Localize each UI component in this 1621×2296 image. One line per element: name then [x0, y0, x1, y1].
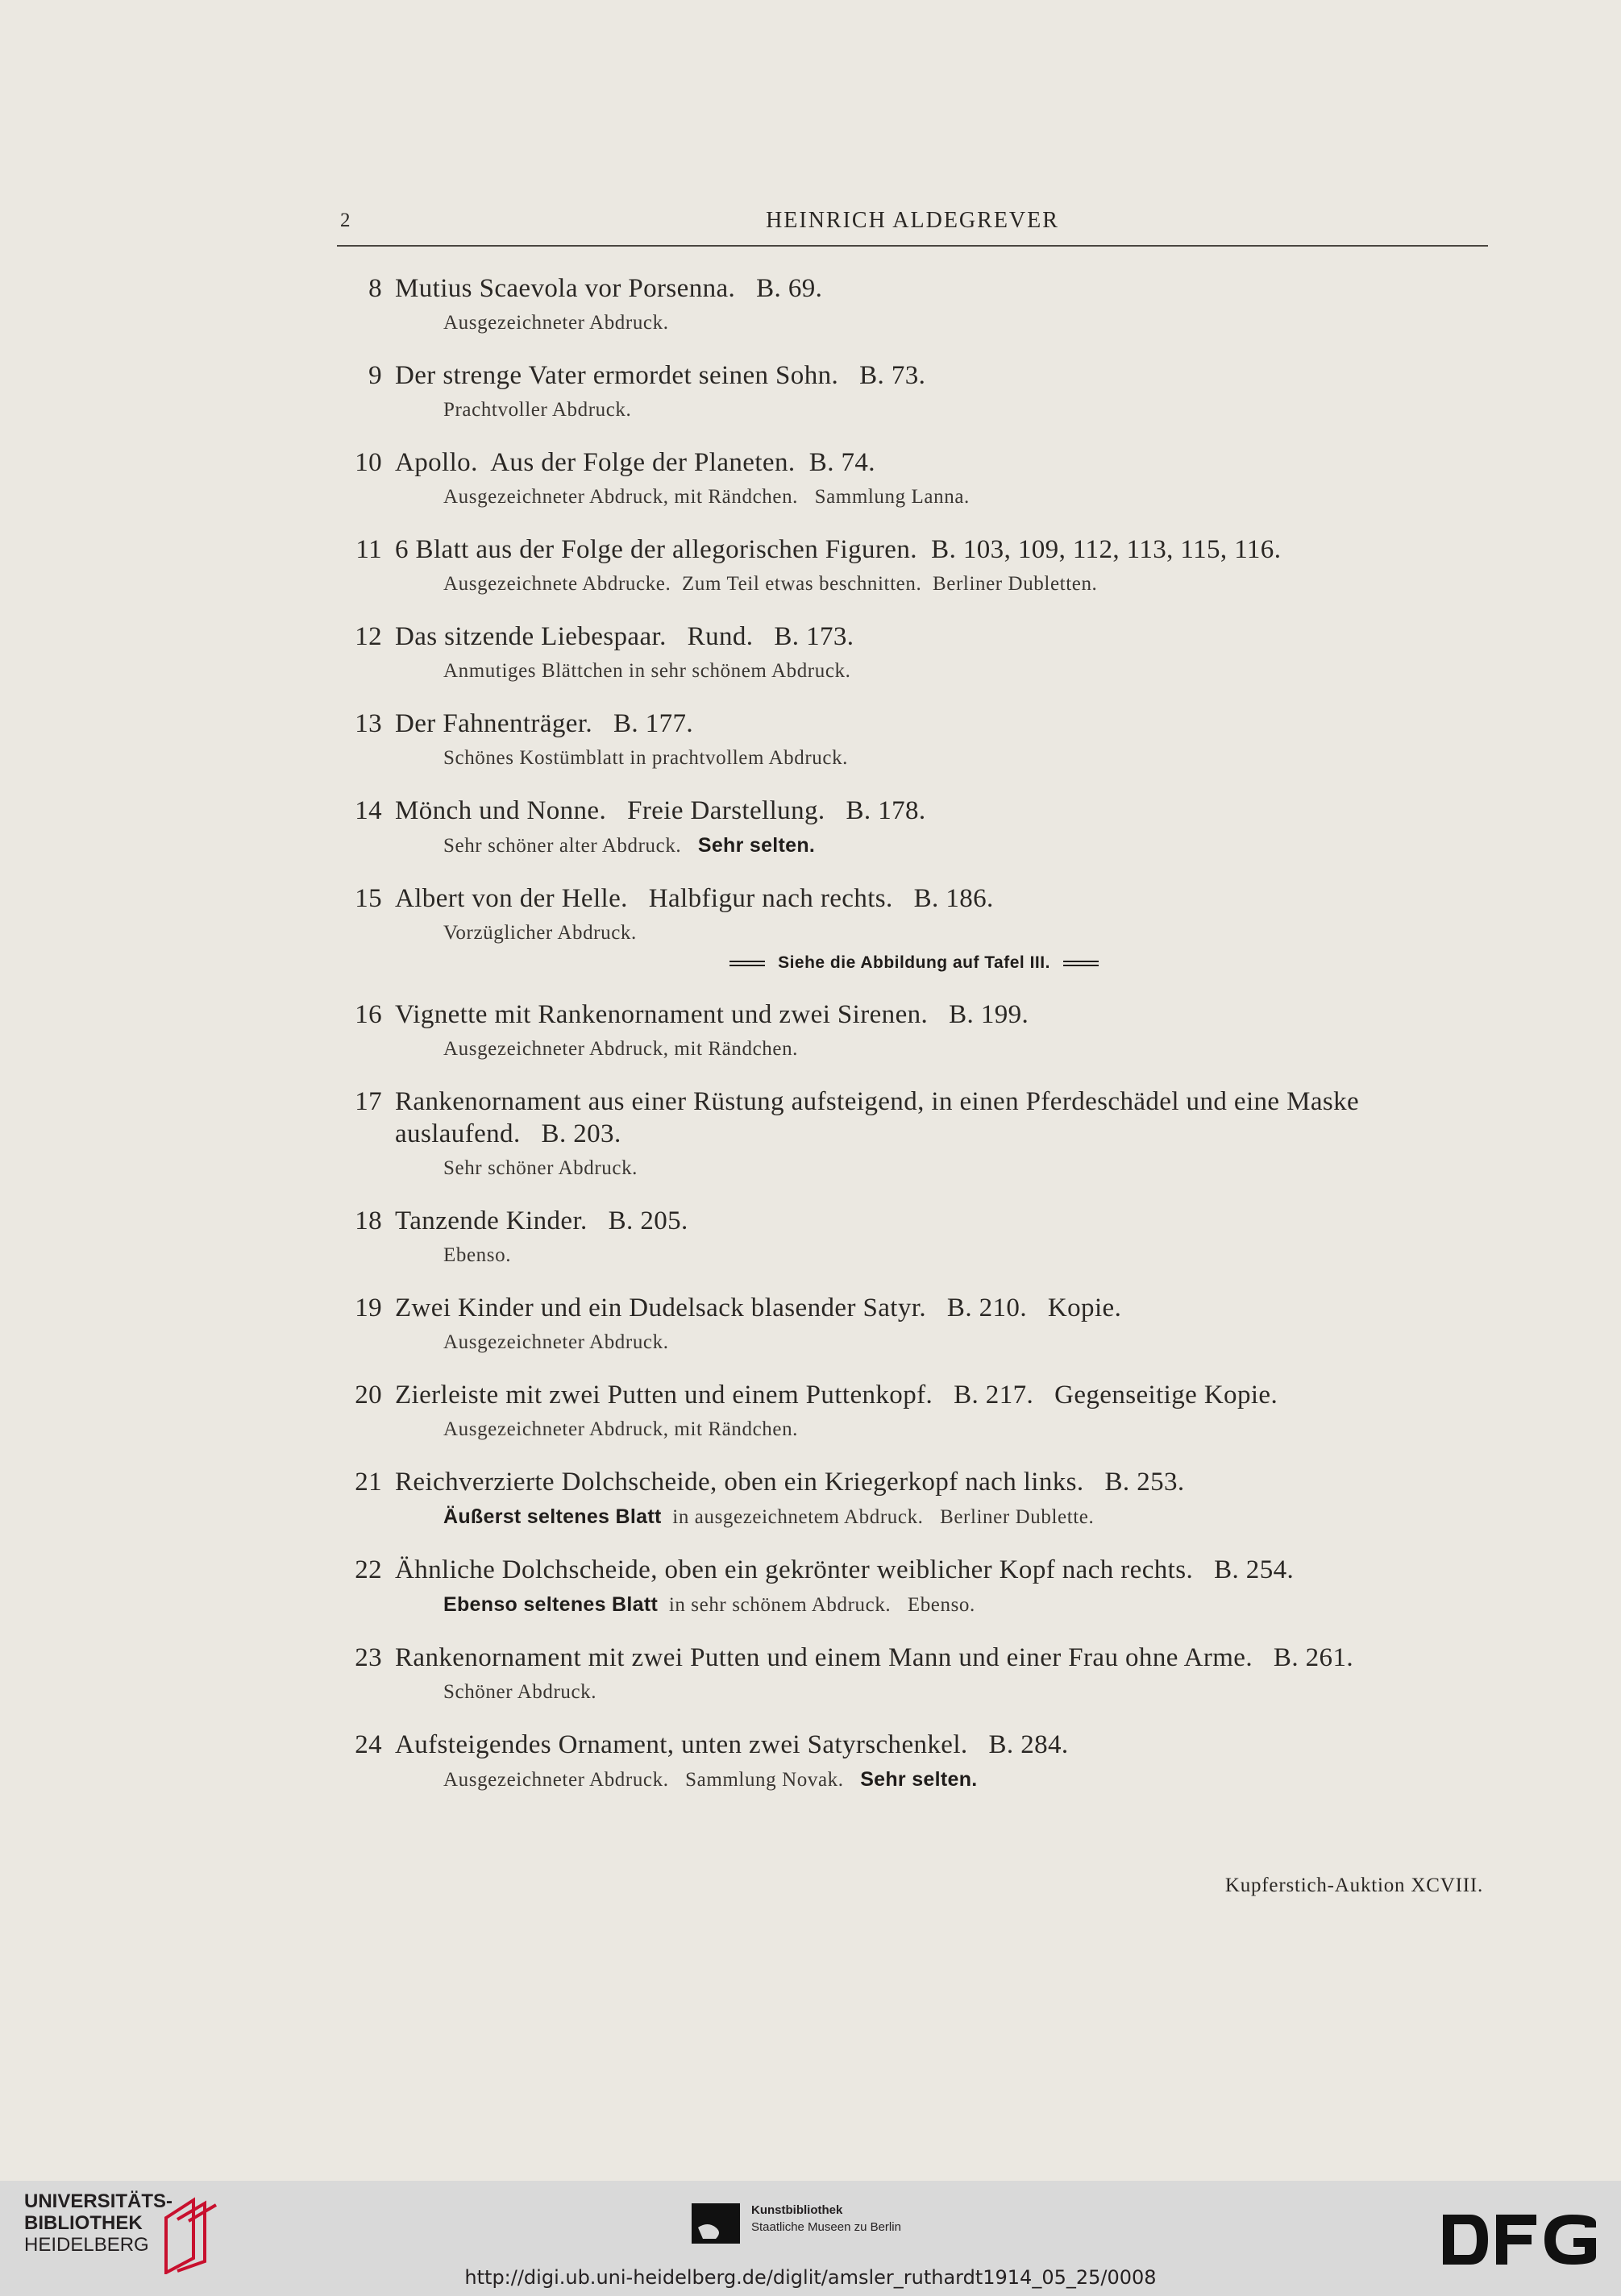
entry-number: 8	[368, 274, 382, 303]
entry-note	[337, 1243, 1491, 1268]
catalog-entries	[337, 272, 1491, 1816]
entry-note	[337, 398, 1491, 422]
page-url[interactable]: http://digi.ub.uni-heidelberg.de/diglit/amsler_ruthardt1914_05_25/0008	[464, 2266, 1157, 2289]
entry-title-text: Rankenornament aus einer Rüstung aufsteigend, in einen Pferdeschädel und eine Maske auslaufend. B. 203.	[395, 1087, 1366, 1148]
library-line-1: UNIVERSITÄTS-	[24, 2190, 173, 2212]
entry-title	[337, 882, 1491, 915]
entry-note-text: Anmutiges Blättchen in sehr schönem Abdruck.	[443, 660, 851, 682]
entry-note	[337, 1680, 1491, 1704]
entry-note-text: Ausgezeichneter Abdruck, mit Rändchen.	[443, 1038, 799, 1060]
dfg-logo[interactable]	[1443, 2215, 1596, 2265]
entry-title-text: Aufsteigendes Ornament, unten zwei Satyrschenkel. B. 284.	[395, 1730, 1069, 1759]
entry-note-text: Ausgezeichneter Abdruck.	[443, 312, 669, 334]
illustration-reference-text: Siehe die Abbildung auf Tafel III.	[778, 953, 1050, 972]
entry-number: 18	[355, 1206, 382, 1235]
entry-title-text: Der strenge Vater ermordet seinen Sohn. B. 73.	[395, 361, 926, 390]
entry-number: 14	[355, 796, 382, 825]
entry-note	[337, 1156, 1491, 1181]
entry-note-text: Schöner Abdruck.	[443, 1681, 597, 1703]
entry-title	[337, 1729, 1491, 1761]
entry-note	[337, 1418, 1491, 1442]
entry-note	[337, 572, 1491, 596]
entry-title-text: 6 Blatt aus der Folge der allegorischen Figuren. B. 103, 109, 112, 113, 115, 116.	[395, 535, 1282, 564]
catalog-entry	[337, 795, 1491, 858]
entry-title	[337, 1379, 1491, 1411]
catalog-entry	[337, 708, 1491, 770]
entry-title-text: Das sitzende Liebespaar. Rund. B. 173.	[395, 622, 854, 651]
entry-number: 19	[355, 1293, 382, 1322]
entry-title	[337, 1466, 1491, 1498]
entry-title-text: Der Fahnenträger. B. 177.	[395, 709, 694, 738]
entry-note	[337, 311, 1491, 335]
catalog-entry	[337, 1292, 1491, 1355]
entry-number: 20	[355, 1381, 382, 1410]
catalog-entry	[337, 1729, 1491, 1792]
entry-title-text: Mönch und Nonne. Freie Darstellung. B. 178.	[395, 796, 926, 825]
rarity-note: Sehr selten.	[860, 1768, 978, 1791]
kunstbibliothek-icon	[692, 2203, 740, 2244]
entry-title	[337, 1205, 1491, 1237]
running-title: HEINRICH ALDEGREVER	[766, 208, 1059, 233]
kb-sub: Staatliche Museen zu Berlin	[751, 2220, 901, 2234]
catalog-entry	[337, 446, 1491, 509]
catalog-entry	[337, 621, 1491, 683]
entry-title-text: Vignette mit Rankenornament und zwei Sirenen. B. 199.	[395, 1000, 1029, 1029]
entry-note-text: Ausgezeichneter Abdruck, mit Rändchen.	[443, 1418, 799, 1440]
double-rule	[1063, 961, 1099, 966]
page-number: 2	[340, 210, 351, 231]
entry-number: 12	[355, 622, 382, 651]
catalog-entry	[337, 882, 1491, 974]
entry-note-text: Ausgezeichnete Abdrucke. Zum Teil etwas beschnitten. Berliner Dubletten.	[443, 573, 1098, 595]
library-line-3: HEIDELBERG	[24, 2234, 149, 2256]
catalog-entry	[337, 534, 1491, 596]
ub-heidelberg-logo-icon[interactable]	[161, 2194, 226, 2274]
entry-note	[337, 833, 1491, 858]
entry-title	[337, 1086, 1491, 1150]
entry-title	[337, 795, 1491, 827]
kb-name: Kunstbibliothek	[751, 2203, 843, 2217]
double-rule	[729, 961, 765, 966]
entry-note-text: Schönes Kostümblatt in prachtvollem Abdruck.	[443, 747, 849, 769]
entry-title-text: Ähnliche Dolchscheide, oben ein gekrönter weiblicher Kopf nach rechts. B. 254.	[395, 1555, 1295, 1584]
entry-title	[337, 359, 1491, 392]
entry-note	[337, 1037, 1491, 1061]
entry-number: 17	[355, 1087, 382, 1116]
entry-title	[337, 999, 1491, 1031]
entry-title-text: Mutius Scaevola vor Porsenna. B. 69.	[395, 274, 823, 303]
entry-number: 24	[355, 1730, 382, 1759]
catalog-entry	[337, 999, 1491, 1061]
page-header	[337, 205, 1488, 247]
entry-title-text: Zwei Kinder und ein Dudelsack blasender Satyr. B. 210. Kopie.	[395, 1293, 1122, 1322]
entry-title-text: Reichverzierte Dolchscheide, oben ein Kriegerkopf nach links. B. 253.	[395, 1468, 1185, 1497]
catalog-entry	[337, 1205, 1491, 1268]
catalog-entry	[337, 272, 1491, 335]
entry-note	[337, 485, 1491, 509]
entry-note	[337, 921, 1491, 945]
auction-label: Kupferstich-Auktion XCVIII.	[1224, 1875, 1483, 1896]
entry-title	[337, 272, 1491, 305]
entry-note-text: in ausgezeichnetem Abdruck. Berliner Dublette.	[672, 1506, 1095, 1528]
entry-note	[337, 1331, 1491, 1355]
entry-note-text: Ausgezeichneter Abdruck, mit Rändchen. Sammlung Lanna.	[443, 486, 970, 508]
entry-title	[337, 708, 1491, 740]
entry-title-text: Rankenornament mit zwei Putten und einem Mann und einer Frau ohne Arme. B. 261.	[395, 1643, 1353, 1672]
entry-number: 15	[355, 884, 382, 913]
illustration-reference	[337, 952, 1491, 974]
entry-title	[337, 1554, 1491, 1586]
catalog-entry	[337, 1086, 1491, 1181]
entry-note	[337, 659, 1491, 683]
catalog-entry	[337, 1642, 1491, 1704]
entry-number: 16	[355, 1000, 382, 1029]
entry-title-text: Apollo. Aus der Folge der Planeten. B. 74.	[395, 448, 875, 477]
entry-note-text: Ausgezeichneter Abdruck. Sammlung Novak.	[443, 1769, 844, 1791]
entry-title-text: Zierleiste mit zwei Putten und einem Puttenkopf. B. 217. Gegenseitige Kopie.	[395, 1381, 1278, 1410]
catalog-entry	[337, 1554, 1491, 1617]
entry-number: 11	[355, 535, 382, 564]
catalog-entry	[337, 1466, 1491, 1530]
entry-number: 10	[355, 448, 382, 477]
catalog-entry	[337, 1379, 1491, 1442]
entry-title	[337, 1292, 1491, 1324]
rarity-note: Sehr selten.	[697, 834, 816, 857]
entry-note	[337, 1505, 1491, 1530]
entry-note-text: Vorzüglicher Abdruck.	[443, 922, 637, 944]
rarity-note: Äußerst seltenes Blatt	[443, 1505, 662, 1528]
entry-note-text: Ebenso.	[443, 1244, 512, 1266]
catalog-entry	[337, 359, 1491, 422]
rarity-note: Ebenso seltenes Blatt	[443, 1593, 659, 1616]
entry-number: 13	[355, 709, 382, 738]
entry-number: 22	[355, 1555, 382, 1584]
entry-title	[337, 1642, 1491, 1674]
entry-note-text: Sehr schöner alter Abdruck.	[443, 835, 682, 857]
ub-heidelberg-logo-text[interactable]	[24, 2190, 172, 2256]
library-line-2: BIBLIOTHEK	[24, 2212, 143, 2234]
entry-note-text: Sehr schöner Abdruck.	[443, 1157, 638, 1179]
entry-title	[337, 534, 1491, 566]
entry-note-text: Prachtvoller Abdruck.	[443, 399, 632, 421]
entry-note	[337, 1767, 1491, 1792]
entry-title	[337, 621, 1491, 653]
kunstbibliothek-text	[751, 2202, 901, 2236]
entry-title	[337, 446, 1491, 479]
entry-number: 21	[355, 1468, 382, 1497]
entry-number: 23	[355, 1643, 382, 1672]
entry-number: 9	[368, 361, 382, 390]
kunstbibliothek-logo[interactable]	[692, 2198, 917, 2244]
viewer-footer	[0, 2181, 1621, 2296]
entry-note	[337, 746, 1491, 770]
entry-note	[337, 1592, 1491, 1617]
entry-title-text: Tanzende Kinder. B. 205.	[395, 1206, 688, 1235]
entry-note-text: in sehr schönem Abdruck. Ebenso.	[668, 1594, 975, 1616]
entry-note-text: Ausgezeichneter Abdruck.	[443, 1331, 669, 1353]
entry-title-text: Albert von der Helle. Halbfigur nach rechts. B. 186.	[395, 884, 994, 913]
